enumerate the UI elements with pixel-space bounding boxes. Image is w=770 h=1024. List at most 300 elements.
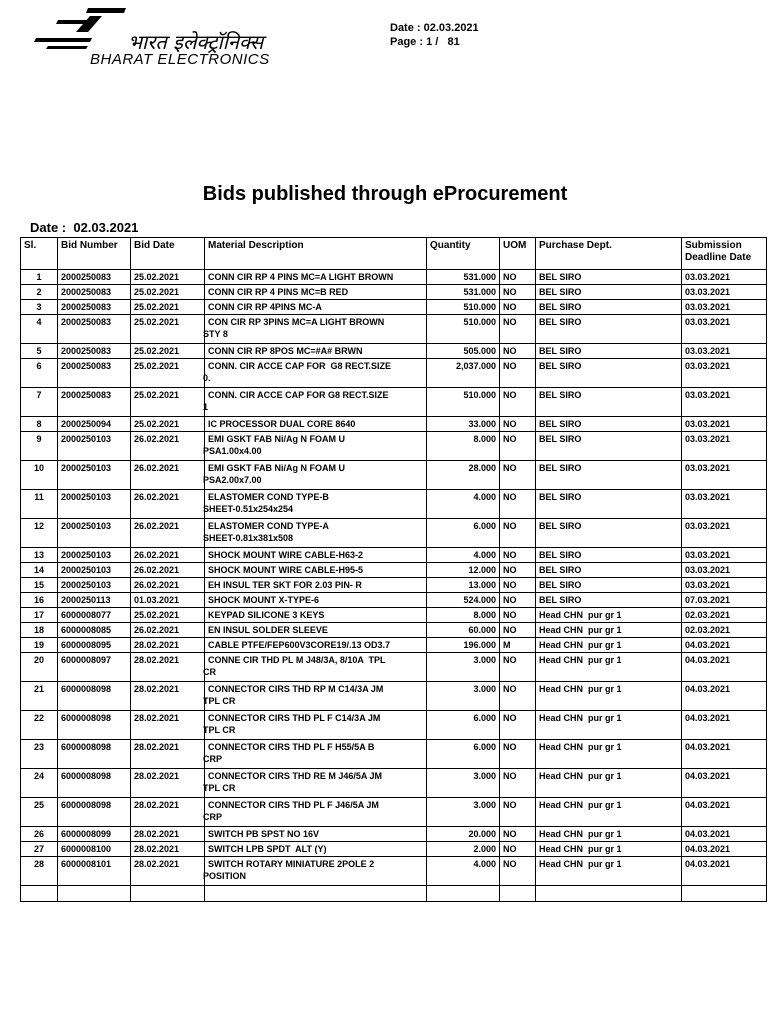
cell-bid-date: 25.02.2021 bbox=[131, 359, 205, 388]
cell-uom: NO bbox=[500, 769, 536, 798]
table-row bbox=[21, 711, 767, 740]
material-line-1: CONN CIR RP 4PINS MC-A bbox=[208, 302, 322, 312]
cell-bid-date: 28.02.2021 bbox=[131, 827, 205, 842]
col-header-bid-number: Bid Number bbox=[58, 238, 131, 270]
material-line-2: SHEET-0.81x381x508 bbox=[203, 533, 294, 543]
cell-material bbox=[205, 285, 427, 300]
cell-material bbox=[205, 711, 427, 740]
material-line-2: SHEET-0.51x254x254 bbox=[203, 504, 294, 514]
cell-dept: Head CHN pur gr 1 bbox=[536, 623, 682, 638]
table-row bbox=[21, 359, 767, 388]
cell-bid-date: 28.02.2021 bbox=[131, 711, 205, 740]
table-row bbox=[21, 344, 767, 359]
cell-deadline: 04.03.2021 bbox=[682, 740, 767, 769]
cell-material bbox=[205, 563, 427, 578]
cell-sl: 20 bbox=[21, 653, 58, 682]
cell-bid-date: 26.02.2021 bbox=[131, 461, 205, 490]
cell-deadline: 03.03.2021 bbox=[682, 300, 767, 315]
table-row bbox=[21, 270, 767, 285]
cell-bid-number: 2000250103 bbox=[58, 578, 131, 593]
cell-bid-date: 26.02.2021 bbox=[131, 519, 205, 548]
cell-dept: Head CHN pur gr 1 bbox=[536, 608, 682, 623]
cell-deadline: 04.03.2021 bbox=[682, 653, 767, 682]
cell-material bbox=[205, 519, 427, 548]
cell-bid-date: 26.02.2021 bbox=[131, 563, 205, 578]
cell-dept: Head CHN pur gr 1 bbox=[536, 682, 682, 711]
material-line-1: EN INSUL SOLDER SLEEVE bbox=[208, 625, 328, 635]
material-line-1: CONNECTOR CIRS THD PL F J46/5A JM bbox=[208, 800, 379, 810]
cell-sl: 19 bbox=[21, 638, 58, 653]
cell-bid-date: 28.02.2021 bbox=[131, 769, 205, 798]
cell-dept: Head CHN pur gr 1 bbox=[536, 798, 682, 827]
material-line-1: EMI GSKT FAB Ni/Ag N FOAM U bbox=[208, 434, 345, 444]
cell-deadline: 03.03.2021 bbox=[682, 548, 767, 563]
cell-deadline: 02.03.2021 bbox=[682, 623, 767, 638]
cell-sl: 7 bbox=[21, 388, 58, 417]
cell-dept: Head CHN pur gr 1 bbox=[536, 842, 682, 857]
cell-bid-date: 28.02.2021 bbox=[131, 842, 205, 857]
col-header-quantity: Quantity bbox=[427, 238, 500, 270]
cell-material bbox=[205, 608, 427, 623]
table-row bbox=[21, 578, 767, 593]
cell-dept: BEL SIRO bbox=[536, 388, 682, 417]
cell-deadline: 03.03.2021 bbox=[682, 461, 767, 490]
cell-material bbox=[205, 490, 427, 519]
cell-uom: NO bbox=[500, 711, 536, 740]
logo-english-text: BHARAT ELECTRONICS bbox=[90, 51, 270, 68]
table-row bbox=[21, 857, 767, 886]
cell-uom: M bbox=[500, 638, 536, 653]
cell-material bbox=[205, 798, 427, 827]
cell-uom: NO bbox=[500, 344, 536, 359]
col-header-uom: UOM bbox=[500, 238, 536, 270]
page-number: Page : 1 / 81 bbox=[390, 36, 460, 48]
cell-sl: 25 bbox=[21, 798, 58, 827]
cell-uom: NO bbox=[500, 857, 536, 886]
cell-uom: NO bbox=[500, 432, 536, 461]
cell-dept: BEL SIRO bbox=[536, 490, 682, 519]
cell-sl: 15 bbox=[21, 578, 58, 593]
cell-quantity: 3.000 bbox=[427, 769, 500, 798]
cell-sl: 8 bbox=[21, 417, 58, 432]
company-logo bbox=[28, 6, 348, 72]
cell-dept: BEL SIRO bbox=[536, 593, 682, 608]
cell-dept: Head CHN pur gr 1 bbox=[536, 827, 682, 842]
material-line-2: TPL CR bbox=[203, 725, 236, 735]
cell-dept: BEL SIRO bbox=[536, 417, 682, 432]
cell-bid-number: 6000008077 bbox=[58, 608, 131, 623]
material-line-1: EH INSUL TER SKT FOR 2.03 PIN- R bbox=[208, 580, 362, 590]
cell-sl: 9 bbox=[21, 432, 58, 461]
cell-bid-date: 25.02.2021 bbox=[131, 300, 205, 315]
cell-deadline: 02.03.2021 bbox=[682, 608, 767, 623]
cell-dept: BEL SIRO bbox=[536, 300, 682, 315]
material-line-1: CONNECTOR CIRS THD PL F H55/5A B bbox=[208, 742, 375, 752]
cell-bid-date: 26.02.2021 bbox=[131, 490, 205, 519]
cell-bid-date: 25.02.2021 bbox=[131, 417, 205, 432]
cell-sl: 26 bbox=[21, 827, 58, 842]
cell-deadline: 04.03.2021 bbox=[682, 682, 767, 711]
cell-deadline: 04.03.2021 bbox=[682, 842, 767, 857]
cell-deadline: 03.03.2021 bbox=[682, 388, 767, 417]
cell-bid-number: 2000250103 bbox=[58, 461, 131, 490]
cell-bid-date: 25.02.2021 bbox=[131, 608, 205, 623]
cell-sl: 2 bbox=[21, 285, 58, 300]
cell-quantity: 33.000 bbox=[427, 417, 500, 432]
material-line-2: POSITION bbox=[203, 871, 247, 881]
material-line-1: SWITCH ROTARY MINIATURE 2POLE 2 bbox=[208, 859, 375, 869]
empty-cell bbox=[205, 886, 427, 902]
table-row bbox=[21, 769, 767, 798]
cell-deadline: 03.03.2021 bbox=[682, 432, 767, 461]
header-date: Date : 02.03.2021 bbox=[390, 22, 479, 34]
cell-deadline: 03.03.2021 bbox=[682, 490, 767, 519]
cell-uom: NO bbox=[500, 461, 536, 490]
cell-uom: NO bbox=[500, 548, 536, 563]
cell-bid-number: 2000250083 bbox=[58, 285, 131, 300]
cell-sl: 27 bbox=[21, 842, 58, 857]
material-line-1: CONN CIR RP 8POS MC=#A# BRWN bbox=[208, 346, 363, 356]
cell-bid-number: 6000008100 bbox=[58, 842, 131, 857]
table-row bbox=[21, 638, 767, 653]
table-row bbox=[21, 623, 767, 638]
cell-material bbox=[205, 653, 427, 682]
cell-quantity: 8.000 bbox=[427, 432, 500, 461]
cell-dept: BEL SIRO bbox=[536, 461, 682, 490]
cell-dept: BEL SIRO bbox=[536, 578, 682, 593]
col-header-dept: Purchase Dept. bbox=[536, 238, 682, 270]
material-line-2: CRP bbox=[203, 754, 223, 764]
cell-dept: Head CHN pur gr 1 bbox=[536, 857, 682, 886]
cell-quantity: 3.000 bbox=[427, 653, 500, 682]
cell-uom: NO bbox=[500, 578, 536, 593]
cell-bid-date: 26.02.2021 bbox=[131, 432, 205, 461]
cell-sl: 23 bbox=[21, 740, 58, 769]
cell-bid-date: 28.02.2021 bbox=[131, 798, 205, 827]
table-row bbox=[21, 548, 767, 563]
cell-sl: 12 bbox=[21, 519, 58, 548]
cell-deadline: 04.03.2021 bbox=[682, 711, 767, 740]
material-line-1: SWITCH PB SPST NO 16V bbox=[208, 829, 320, 839]
cell-material bbox=[205, 344, 427, 359]
material-line-1: CONNECTOR CIRS THD PL F C14/3A JM bbox=[208, 713, 381, 723]
cell-bid-date: 25.02.2021 bbox=[131, 315, 205, 344]
cell-bid-number: 6000008098 bbox=[58, 769, 131, 798]
cell-sl: 28 bbox=[21, 857, 58, 886]
cell-bid-date: 26.02.2021 bbox=[131, 623, 205, 638]
material-line-1: ELASTOMER COND TYPE-B bbox=[208, 492, 329, 502]
cell-quantity: 60.000 bbox=[427, 623, 500, 638]
table-row-empty bbox=[21, 886, 767, 902]
cell-dept: Head CHN pur gr 1 bbox=[536, 653, 682, 682]
cell-quantity: 6.000 bbox=[427, 740, 500, 769]
cell-dept: BEL SIRO bbox=[536, 270, 682, 285]
cell-sl: 1 bbox=[21, 270, 58, 285]
cell-sl: 3 bbox=[21, 300, 58, 315]
cell-uom: NO bbox=[500, 608, 536, 623]
material-line-1: SHOCK MOUNT WIRE CABLE-H95-5 bbox=[208, 565, 364, 575]
table-row bbox=[21, 682, 767, 711]
cell-deadline: 03.03.2021 bbox=[682, 315, 767, 344]
cell-dept: BEL SIRO bbox=[536, 359, 682, 388]
cell-quantity: 4.000 bbox=[427, 857, 500, 886]
cell-material bbox=[205, 769, 427, 798]
cell-bid-number: 2000250083 bbox=[58, 270, 131, 285]
material-line-2: 0. bbox=[203, 373, 211, 383]
material-line-2: STY 8 bbox=[203, 329, 228, 339]
cell-dept: BEL SIRO bbox=[536, 519, 682, 548]
col-header-sl: Sl. bbox=[21, 238, 58, 270]
cell-dept: BEL SIRO bbox=[536, 432, 682, 461]
cell-quantity: 531.000 bbox=[427, 285, 500, 300]
cell-dept: BEL SIRO bbox=[536, 563, 682, 578]
material-line-1: CABLE PTFE/FEP600V3CORE19/.13 OD3.7 bbox=[208, 640, 391, 650]
cell-bid-date: 28.02.2021 bbox=[131, 740, 205, 769]
cell-deadline: 04.03.2021 bbox=[682, 798, 767, 827]
cell-quantity: 510.000 bbox=[427, 315, 500, 344]
cell-bid-number: 6000008098 bbox=[58, 798, 131, 827]
table-header-row bbox=[21, 238, 767, 270]
material-line-1: KEYPAD SILICONE 3 KEYS bbox=[208, 610, 325, 620]
cell-dept: BEL SIRO bbox=[536, 315, 682, 344]
cell-sl: 22 bbox=[21, 711, 58, 740]
cell-quantity: 3.000 bbox=[427, 682, 500, 711]
cell-material bbox=[205, 842, 427, 857]
table-row bbox=[21, 593, 767, 608]
cell-bid-date: 28.02.2021 bbox=[131, 857, 205, 886]
cell-bid-number: 6000008101 bbox=[58, 857, 131, 886]
cell-quantity: 2,037.000 bbox=[427, 359, 500, 388]
material-line-1: SWITCH LPB SPDT ALT (Y) bbox=[208, 844, 327, 854]
cell-bid-number: 2000250083 bbox=[58, 388, 131, 417]
empty-cell bbox=[500, 886, 536, 902]
cell-sl: 18 bbox=[21, 623, 58, 638]
material-line-1: SHOCK MOUNT WIRE CABLE-H63-2 bbox=[208, 550, 364, 560]
cell-bid-number: 6000008098 bbox=[58, 740, 131, 769]
cell-quantity: 505.000 bbox=[427, 344, 500, 359]
table-row bbox=[21, 608, 767, 623]
table-row bbox=[21, 842, 767, 857]
table-row bbox=[21, 417, 767, 432]
cell-sl: 14 bbox=[21, 563, 58, 578]
table-row bbox=[21, 519, 767, 548]
empty-cell bbox=[536, 886, 682, 902]
material-line-1: CONN CIR RP 4 PINS MC=A LIGHT BROWN bbox=[208, 272, 394, 282]
report-date: Date : 02.03.2021 bbox=[30, 220, 139, 235]
cell-uom: NO bbox=[500, 740, 536, 769]
table-row bbox=[21, 653, 767, 682]
material-line-1: EMI GSKT FAB Ni/Ag N FOAM U bbox=[208, 463, 345, 473]
material-line-2: CR bbox=[203, 667, 216, 677]
report-header-info bbox=[390, 21, 479, 49]
cell-deadline: 04.03.2021 bbox=[682, 769, 767, 798]
cell-material bbox=[205, 623, 427, 638]
table-row bbox=[21, 490, 767, 519]
cell-material bbox=[205, 359, 427, 388]
cell-bid-number: 2000250083 bbox=[58, 344, 131, 359]
cell-uom: NO bbox=[500, 842, 536, 857]
cell-deadline: 03.03.2021 bbox=[682, 359, 767, 388]
cell-uom: NO bbox=[500, 563, 536, 578]
cell-material bbox=[205, 315, 427, 344]
cell-material bbox=[205, 417, 427, 432]
cell-material bbox=[205, 270, 427, 285]
cell-material bbox=[205, 461, 427, 490]
cell-quantity: 4.000 bbox=[427, 490, 500, 519]
cell-bid-number: 2000250103 bbox=[58, 548, 131, 563]
cell-bid-number: 2000250103 bbox=[58, 432, 131, 461]
cell-sl: 5 bbox=[21, 344, 58, 359]
cell-bid-number: 6000008085 bbox=[58, 623, 131, 638]
cell-sl: 21 bbox=[21, 682, 58, 711]
bids-table bbox=[20, 237, 767, 902]
cell-bid-number: 2000250083 bbox=[58, 359, 131, 388]
cell-material bbox=[205, 388, 427, 417]
cell-dept: Head CHN pur gr 1 bbox=[536, 711, 682, 740]
material-line-2: TPL CR bbox=[203, 783, 236, 793]
cell-uom: NO bbox=[500, 519, 536, 548]
table-row bbox=[21, 315, 767, 344]
cell-bid-number: 6000008099 bbox=[58, 827, 131, 842]
cell-material bbox=[205, 827, 427, 842]
cell-uom: NO bbox=[500, 285, 536, 300]
cell-bid-number: 2000250094 bbox=[58, 417, 131, 432]
cell-uom: NO bbox=[500, 315, 536, 344]
cell-deadline: 04.03.2021 bbox=[682, 638, 767, 653]
material-line-2: TPL CR bbox=[203, 696, 236, 706]
cell-deadline: 03.03.2021 bbox=[682, 563, 767, 578]
cell-bid-date: 26.02.2021 bbox=[131, 548, 205, 563]
cell-quantity: 13.000 bbox=[427, 578, 500, 593]
cell-material bbox=[205, 740, 427, 769]
table-row bbox=[21, 300, 767, 315]
cell-material bbox=[205, 857, 427, 886]
cell-dept: Head CHN pur gr 1 bbox=[536, 769, 682, 798]
material-line-1: CONN. CIR ACCE CAP FOR G8 RECT.SIZE bbox=[208, 361, 392, 371]
cell-bid-number: 2000250083 bbox=[58, 300, 131, 315]
col-header-deadline: Submission Deadline Date bbox=[682, 238, 767, 270]
material-line-1: CONN. CIR ACCE CAP FOR G8 RECT.SIZE bbox=[208, 390, 389, 400]
cell-bid-date: 01.03.2021 bbox=[131, 593, 205, 608]
table-row bbox=[21, 388, 767, 417]
cell-quantity: 510.000 bbox=[427, 388, 500, 417]
cell-bid-date: 28.02.2021 bbox=[131, 638, 205, 653]
cell-material bbox=[205, 593, 427, 608]
cell-bid-date: 28.02.2021 bbox=[131, 682, 205, 711]
cell-material bbox=[205, 578, 427, 593]
cell-quantity: 3.000 bbox=[427, 798, 500, 827]
cell-quantity: 20.000 bbox=[427, 827, 500, 842]
cell-material bbox=[205, 682, 427, 711]
cell-quantity: 28.000 bbox=[427, 461, 500, 490]
table-row bbox=[21, 461, 767, 490]
cell-uom: NO bbox=[500, 359, 536, 388]
cell-bid-number: 2000250113 bbox=[58, 593, 131, 608]
cell-quantity: 510.000 bbox=[427, 300, 500, 315]
cell-dept: BEL SIRO bbox=[536, 548, 682, 563]
cell-dept: BEL SIRO bbox=[536, 344, 682, 359]
table-row bbox=[21, 740, 767, 769]
cell-dept: BEL SIRO bbox=[536, 285, 682, 300]
cell-sl: 10 bbox=[21, 461, 58, 490]
material-line-1: CONNE CIR THD PL M J48/3A, 8/10A TPL bbox=[208, 655, 386, 665]
cell-bid-date: 26.02.2021 bbox=[131, 578, 205, 593]
material-line-2: PSA2.00x7.00 bbox=[203, 475, 262, 485]
empty-cell bbox=[131, 886, 205, 902]
material-line-2: 1 bbox=[203, 402, 209, 412]
material-line-1: CONN CIR RP 4 PINS MC=B RED bbox=[208, 287, 349, 297]
cell-sl: 11 bbox=[21, 490, 58, 519]
empty-cell bbox=[427, 886, 500, 902]
cell-uom: NO bbox=[500, 593, 536, 608]
cell-bid-date: 25.02.2021 bbox=[131, 285, 205, 300]
cell-quantity: 6.000 bbox=[427, 711, 500, 740]
cell-bid-number: 2000250103 bbox=[58, 563, 131, 578]
material-line-1: CONNECTOR CIRS THD RP M C14/3A JM bbox=[208, 684, 384, 694]
cell-bid-number: 6000008097 bbox=[58, 653, 131, 682]
table-row bbox=[21, 798, 767, 827]
cell-bid-date: 28.02.2021 bbox=[131, 653, 205, 682]
cell-sl: 6 bbox=[21, 359, 58, 388]
empty-cell bbox=[21, 886, 58, 902]
cell-uom: NO bbox=[500, 798, 536, 827]
cell-dept: Head CHN pur gr 1 bbox=[536, 638, 682, 653]
cell-deadline: 03.03.2021 bbox=[682, 270, 767, 285]
material-line-2: CRP bbox=[203, 812, 223, 822]
material-line-1: ELASTOMER COND TYPE-A bbox=[208, 521, 329, 531]
cell-deadline: 04.03.2021 bbox=[682, 827, 767, 842]
material-line-1: CONNECTOR CIRS THD RE M J46/5A JM bbox=[208, 771, 383, 781]
cell-quantity: 524.000 bbox=[427, 593, 500, 608]
cell-uom: NO bbox=[500, 388, 536, 417]
cell-bid-date: 25.02.2021 bbox=[131, 270, 205, 285]
empty-cell bbox=[58, 886, 131, 902]
cell-uom: NO bbox=[500, 827, 536, 842]
cell-deadline: 03.03.2021 bbox=[682, 417, 767, 432]
cell-bid-number: 2000250083 bbox=[58, 315, 131, 344]
cell-sl: 17 bbox=[21, 608, 58, 623]
table-row bbox=[21, 827, 767, 842]
table-row bbox=[21, 563, 767, 578]
cell-deadline: 07.03.2021 bbox=[682, 593, 767, 608]
material-line-1: SHOCK MOUNT X-TYPE-6 bbox=[208, 595, 320, 605]
cell-quantity: 8.000 bbox=[427, 608, 500, 623]
cell-quantity: 2.000 bbox=[427, 842, 500, 857]
cell-sl: 16 bbox=[21, 593, 58, 608]
cell-bid-number: 6000008095 bbox=[58, 638, 131, 653]
cell-quantity: 4.000 bbox=[427, 548, 500, 563]
cell-sl: 4 bbox=[21, 315, 58, 344]
cell-dept: Head CHN pur gr 1 bbox=[536, 740, 682, 769]
cell-uom: NO bbox=[500, 300, 536, 315]
cell-deadline: 04.03.2021 bbox=[682, 857, 767, 886]
cell-quantity: 6.000 bbox=[427, 519, 500, 548]
col-header-bid-date: Bid Date bbox=[131, 238, 205, 270]
cell-quantity: 12.000 bbox=[427, 563, 500, 578]
cell-quantity: 531.000 bbox=[427, 270, 500, 285]
cell-uom: NO bbox=[500, 653, 536, 682]
cell-deadline: 03.03.2021 bbox=[682, 578, 767, 593]
cell-sl: 24 bbox=[21, 769, 58, 798]
cell-bid-number: 6000008098 bbox=[58, 711, 131, 740]
logo-hindi-text: भारत इलेक्ट्रॉनिक्स bbox=[128, 30, 264, 54]
cell-bid-number: 2000250103 bbox=[58, 490, 131, 519]
cell-uom: NO bbox=[500, 490, 536, 519]
cell-deadline: 03.03.2021 bbox=[682, 285, 767, 300]
material-line-1: CON CIR RP 3PINS MC=A LIGHT BROWN bbox=[208, 317, 385, 327]
empty-cell bbox=[682, 886, 767, 902]
cell-material bbox=[205, 548, 427, 563]
